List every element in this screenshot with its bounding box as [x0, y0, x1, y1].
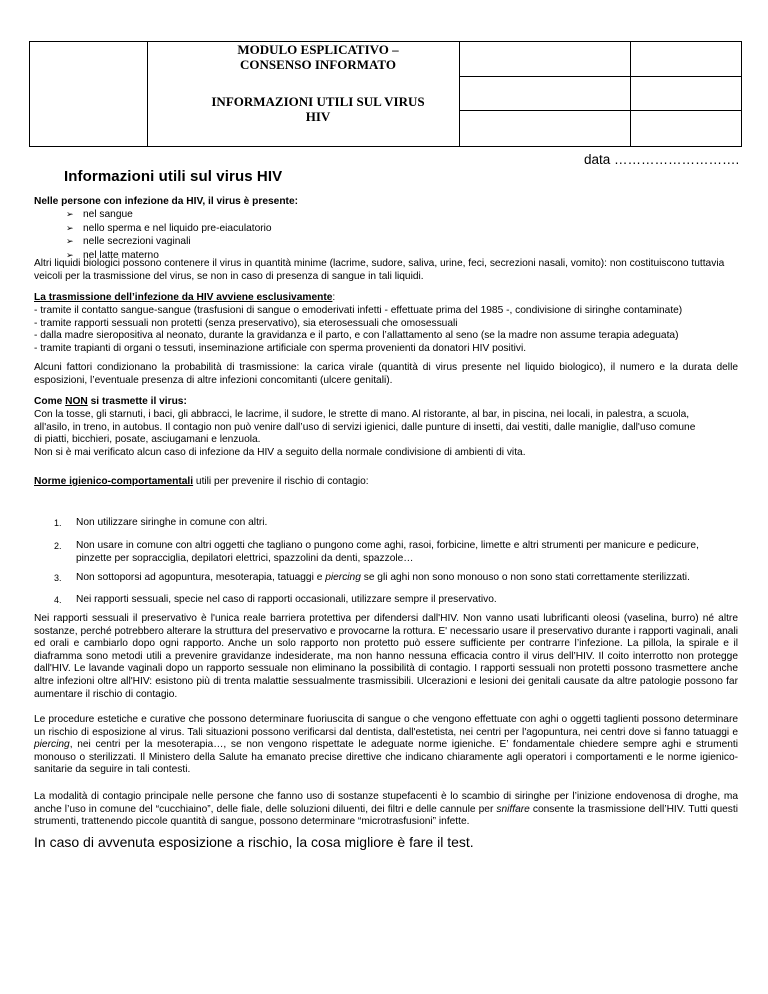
date-field: data ………………………. [584, 152, 740, 167]
section-intro: Nelle persone con infezione da HIV, il virus è presente: [34, 196, 299, 207]
paragraph: Le procedure estetiche e curative che possono determinare fuoriuscita di sangue o che vengono effettuate con aghi o oggetti taglienti possono determinare un rischio di esposizione al virus. Tali situazioni possono verificarsi dal dentista, dall'estetista, nei centri per l'agopuntura, nei centri dove si fanno tatuaggi e piercing, nei centri per la mesoterapia…, se non vengono rispettate le adeguate norme igieniche. E’ fondamentale chiedere sempre aghi e strumenti monouso o sterilizzati. Il Ministero della Salute ha emanato precise direttive che indicano chiaramente agli operatori i comportamenti e le norme igienico-sanitarie da seguire in tali contesti. [34, 714, 738, 776]
list-number: 4. [54, 595, 62, 605]
table-divider [459, 76, 741, 77]
document-title: MODULO ESPLICATIVO – CONSENSO INFORMATO [237, 42, 399, 72]
page-heading: Informazioni utili sul virus HIV [64, 168, 283, 185]
table-divider [630, 42, 631, 146]
list-item: ➢ nel sangue [66, 209, 133, 220]
list-item: ➢ nello sperma e nel liquido pre-eiaculatorio [66, 222, 272, 234]
section-title: Come NON si trasmette il virus: [34, 396, 187, 407]
list-item: Non sottoporsi ad agopuntura, mesoterapia, tatuaggi e piercing se gli aghi non sono monouso o non sono stati correttamente sterilizzati. [76, 572, 690, 583]
list-number: 1. [54, 518, 62, 528]
paragraph: La modalità di contagio principale nelle persone che fanno uso di sostanze stupefacenti è lo scambio di siringhe per l’inizione endovenosa di droghe, ma anche l’uso in comune del “cucchiaino”, delle fiale, delle soluzioni diluenti, dei filtri e delle cannule per sniffare consente la trasmissione dell’HIV. Tutti questi strumenti, trattenendo piccole quantità di sangue, possono determinare “microtrasfusioni” infette. [34, 791, 738, 828]
list-item: Nei rapporti sessuali, specie nel caso di rapporti occasionali, utilizzare sempre il preservativo. [76, 594, 497, 605]
list-item: - tramite rapporti sessuali non protetti (senza preservativo), sia eterosessuali che omosessuali [34, 317, 458, 329]
list-item: - dalla madre sieropositiva al neonato, durante la gravidanza e il parto, e con l’allattamento al seno (se la madre non assume terapia adeguata) [34, 330, 679, 342]
bullet-list [66, 208, 272, 262]
table-divider [459, 42, 460, 146]
paragraph: Altri liquidi biologici possono contenere il virus in quantità minime (lacrime, sudore, saliva, urine, feci, secrezioni nasali, vomito): non costituiscono tuttavia veicoli per la trasmissione del virus, se non in caso di presenza di sangue in tali liquidi. [34, 258, 725, 282]
paragraph: Con la tosse, gli starnuti, i baci, gli abbracci, le lacrime, il sudore, le strette di mano. Al ristorante, al bar, in piscina, nei locali, in palestra, a scuola, all'asilo, in treno, in autobus. Il contagio non può venire dall’uso di servizi igienici, dalle punture di insetti, dai vestiti, dalle maniglie, dall'uso comune di piatti, bicchieri, posate, asciugamani e lenzuola. Non si è mai verificato alcun caso di infezione da HIV a seguito della normale condivisione di ambienti di vita. [34, 409, 696, 458]
list-number: 3. [54, 573, 62, 583]
list-number: 2. [54, 541, 62, 551]
list-item: ➢ nelle secrezioni vaginali [66, 236, 191, 248]
list-item: - tramite il contatto sangue-sangue (trasfusioni di sangue o emoderivati infetti - effettuate prima del 1985 -, condivisione di siringhe contaminate) [34, 305, 683, 316]
list-item: ➢ nel latte materno [66, 249, 159, 261]
list-item: - tramite trapianti di organi o tessuti, inseminazione artificiale con sperma provenienti da donatori HIV positivi. [34, 342, 527, 354]
arrow-bullet-icon: ➢ [66, 249, 74, 260]
table-divider [147, 42, 148, 146]
arrow-bullet-icon: ➢ [66, 209, 74, 219]
paragraph: Alcuni fattori condizionano la probabilità di trasmissione: la carica virale (quantità di virus presente nel liquido biologico), il numero e la durata delle esposizioni, l’eventuale presenza di altre infezioni concomitanti (ulcere genitali). [34, 362, 738, 386]
list [34, 305, 738, 355]
list-item: Non usare in comune con altri oggetti che tagliano o pungono come aghi, rasoi, forbicine, limette e altri strumenti per manicure e pedicure, pinzette per sopracciglia, depilatori elettrici, spazzolini da denti, spazzole… [76, 540, 699, 564]
paragraph: Nei rapporti sessuali il preservativo è l'unica reale barriera protettiva per difendersi dall'HIV. Non vanno usati lubrificanti oleosi (vaselina, burro) né altre sostanze, perché potrebbero alterare la struttura del preservativo e provocarne la rottura. E' necessario usare il preservativo durante i rapporti vaginali, anali ed orali e cambiarlo dopo ogni rapporto. Anche un solo rapporto non protetto può essere sufficiente per contrarre l’infezione. La pillola, la spirale e il diaframma sono metodi utili a prevenire gravidanze indesiderate, ma non hanno nessuna efficacia contro il virus dell’HIV. Il coito interrotto non protegge dall'HIV. Le lavande vaginali dopo un rapporto sessuale non eliminano la possibilità di contagio. I rapporti sessuali non protetti possono trasmettere anche altre infezioni oltre all'HIV: esistono più di trenta malattie sessualmente trasmissibili. Ulcerazioni e lesioni dei genitali causate da altre patologie possono far aumentare il rischio di contagio. [34, 613, 738, 700]
header-table [29, 41, 742, 147]
arrow-bullet-icon: ➢ [66, 222, 74, 233]
section-title: La trasmissione dell’infezione da HIV avviene esclusivamente: [34, 292, 336, 303]
list-item: Non utilizzare siringhe in comune con altri. [76, 517, 268, 528]
arrow-bullet-icon: ➢ [66, 236, 74, 247]
table-divider [459, 110, 741, 111]
section-title: Norme igienico-comportamentali utili per prevenire il rischio di contagio: [34, 476, 369, 487]
document-subtitle: INFORMAZIONI UTILI SUL VIRUS HIV [211, 94, 425, 124]
closing-statement: In caso di avvenuta esposizione a rischio, la cosa migliore è fare il test. [34, 834, 474, 850]
